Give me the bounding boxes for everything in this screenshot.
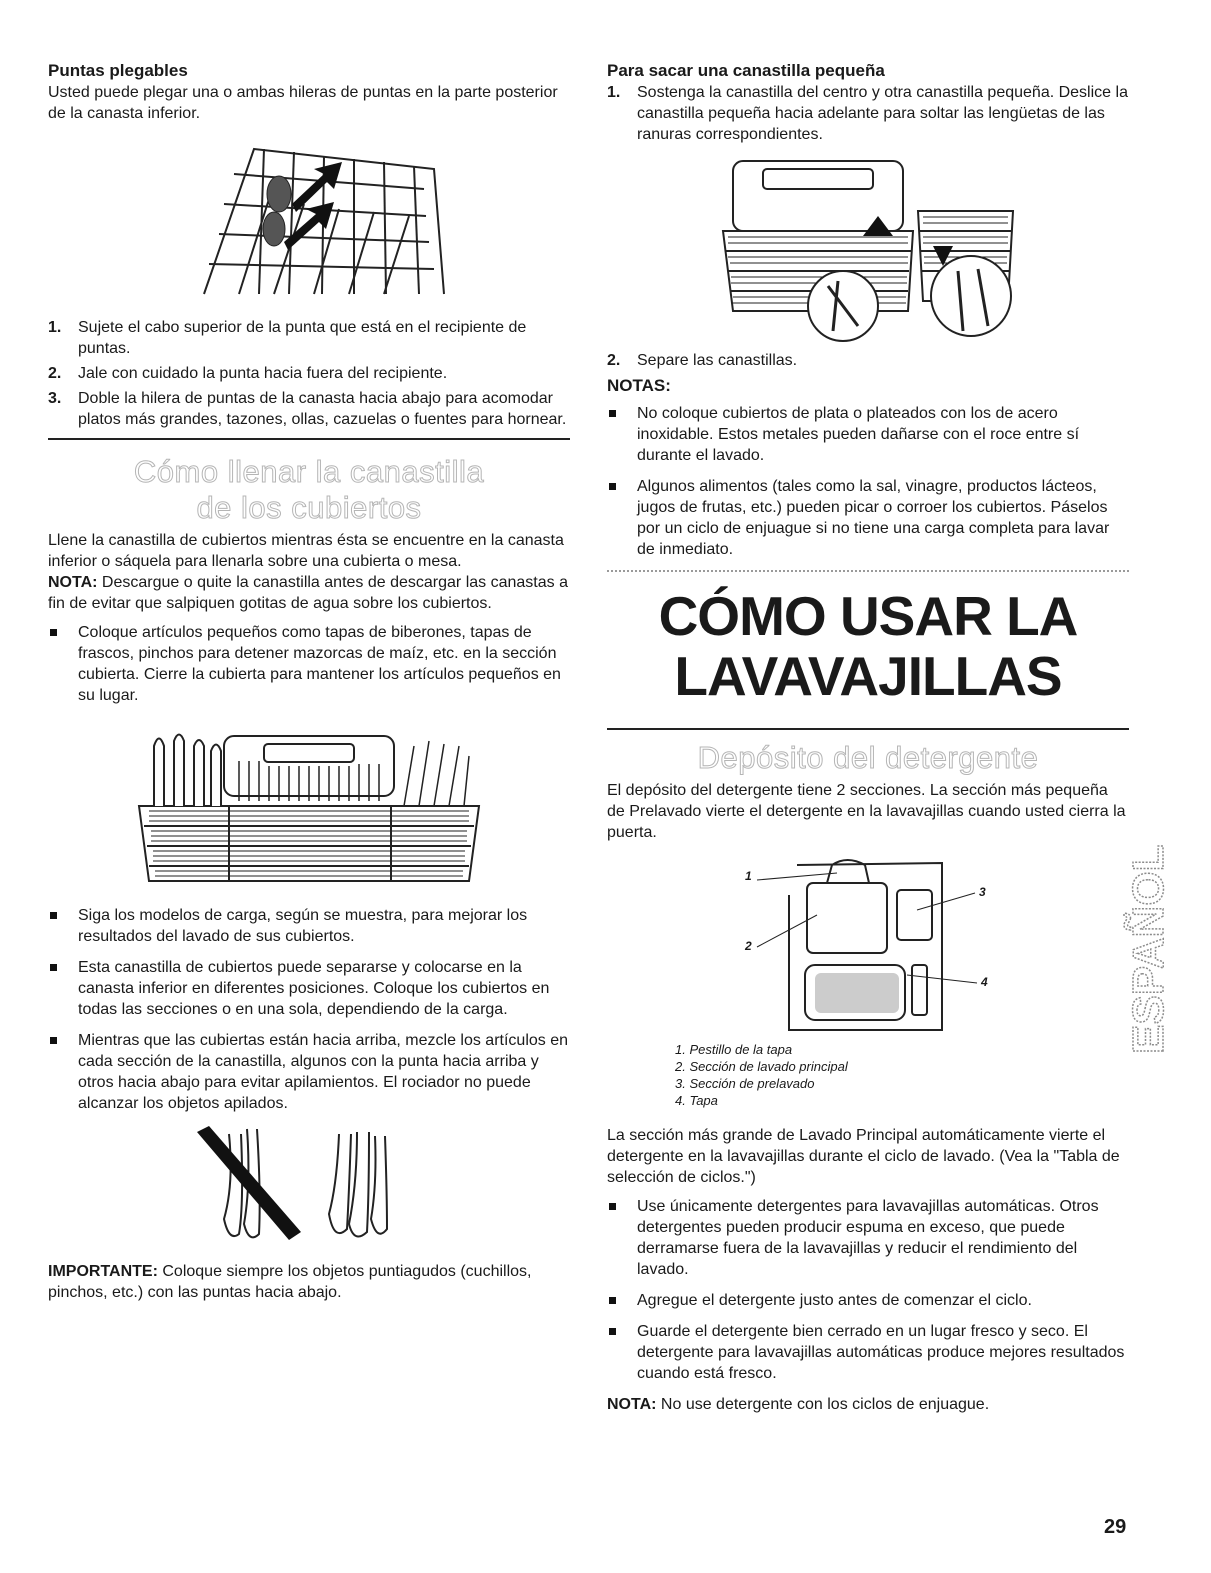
dotted-divider xyxy=(607,570,1129,572)
canastilla-intro: Llene la canastilla de cubiertos mientras ésta se encuentre en la canasta inferior o sáquela para llenarla sobre una cubierta o mesa. xyxy=(48,532,564,570)
canastilla-heading-line2: de los cubiertos xyxy=(196,490,422,525)
principal-paragraph: La sección más grande de Lavado Principal automáticamente vierte el detergente en la lavavajillas durante el ciclo de lavado. (Vea la "Tabla de selección de ciclos.") xyxy=(607,1127,1120,1186)
sacar-step: 1. Sostenga la canastilla del centro y otra canastilla pequeña. Deslice la canastilla pequeña hacia adelante para soltar las lengüetas de las ranuras correspondientes. xyxy=(607,84,1128,143)
bullet-item: No coloque cubiertos de plata o plateados con los de acero inoxidable. Estos metales pueden dañarse con el roce entre sí durante el lavado. xyxy=(607,403,1129,466)
puntas-title: Puntas plegables xyxy=(48,61,188,80)
sacar-step: 2. Separe las canastillas. xyxy=(607,352,798,369)
nota-paragraph xyxy=(607,1394,1129,1415)
nota-label: NOTA: xyxy=(48,574,98,591)
callout-2: 2 xyxy=(745,939,752,953)
canastilla-heading-line1: Cómo llenar la canastilla xyxy=(133,454,485,489)
caption-item: 4. Tapa xyxy=(675,1093,718,1108)
puntas-step: 2. Jale con cuidado la punta hacia fuera del recipiente. xyxy=(48,365,448,382)
points-down-illustration xyxy=(189,1124,429,1249)
callout-3: 3 xyxy=(979,885,986,899)
side-tab-label: ESPAÑOL xyxy=(1124,844,1173,1054)
puntas-step: 1. Sujete el cabo superior de la punta que está en el recipiente de puntas. xyxy=(48,319,527,357)
rack-tines-illustration xyxy=(164,134,454,309)
bullet-item: Algunos alimentos (tales como la sal, vinagre, productos lácteos, jugos de frutas, etc.) pueden picar o corroer los cubiertos. Páselos por un ciclo de enjuague si no tiene una carga completa para lavar de inmediato. xyxy=(607,476,1129,560)
bullet-item: Esta canastilla de cubiertos puede separarse y colocarse en la canasta inferior en diferentes posiciones. Coloque los cubiertos en todas las secciones o en una sola, dependiendo de la carga. xyxy=(48,957,570,1020)
nota-text: Descargue o quite la canastilla antes de descargar las canastas a fin de evitar que salpiquen gotitas de agua sobre los cubiertos. xyxy=(48,574,568,612)
deposito-heading: Depósito del detergente xyxy=(697,740,1039,775)
bullet-item: Siga los modelos de carga, según se muestra, para mejorar los resultados del lavado de sus cubiertos. xyxy=(48,905,570,947)
bullet-item: Coloque artículos pequeños como tapas de biberones, tapas de frascos, pinchos para detener mazorcas de maíz, etc. en la sección cubierta. Cierre la cubierta para mantener los artículos pequeños en su lugar. xyxy=(48,622,570,706)
importante-label: IMPORTANTE: xyxy=(48,1263,158,1280)
importante-text: Coloque siempre los objetos puntiagudos (cuchillos, pinchos, etc.) con las puntas hacia abajo. xyxy=(48,1263,532,1301)
puntas-step: 3. Doble la hilera de puntas de la canasta hacia abajo para acomodar platos más grandes, tazones, ollas, cazuelas o fuentes para hornear. xyxy=(48,390,567,428)
section-divider xyxy=(607,728,1129,730)
caption-list xyxy=(607,1041,1129,1109)
silverware-basket-illustration xyxy=(129,716,489,891)
right-column xyxy=(607,60,1129,1415)
notas-label: NOTAS: xyxy=(607,376,671,395)
nota-label: NOTA: xyxy=(607,1396,657,1413)
language-side-tab xyxy=(1123,818,1175,1058)
separate-basket-illustration xyxy=(713,151,1023,346)
caption-item: 2. Sección de lavado principal xyxy=(675,1059,848,1074)
puntas-intro: Usted puede plegar una o ambas hileras de puntas en la parte posterior de la canasta inferior. xyxy=(48,84,558,122)
caption-item: 3. Sección de prelavado xyxy=(675,1076,815,1091)
deposito-intro: El depósito del detergente tiene 2 secciones. La sección más pequeña de Prelavado vierte el detergente en la lavavajillas cuando usted cierra la puerta. xyxy=(607,782,1126,841)
nota-text: No use detergente con los ciclos de enjuague. xyxy=(656,1396,990,1413)
caption-item: 1. Pestillo de la tapa xyxy=(675,1042,793,1057)
callout-4: 4 xyxy=(981,975,988,989)
nota-paragraph xyxy=(48,572,570,614)
sacar-title: Para sacar una canastilla pequeña xyxy=(607,61,885,80)
dispenser-illustration xyxy=(607,855,1129,1035)
bullet-item: Use únicamente detergentes para lavavajillas automáticas. Otros detergentes pueden producir espuma en exceso, que puede derramarse fuera de la lavavajillas y reducir el rendimiento del lavado. xyxy=(607,1196,1129,1280)
main-title-line1: CÓMO USAR LA xyxy=(658,585,1078,647)
left-column xyxy=(48,60,570,1303)
bullet-item: Guarde el detergente bien cerrado en un lugar fresco y seco. El detergente para lavavajillas automáticas produce mejores resultados cuando está fresco. xyxy=(607,1321,1129,1384)
main-title-line2: LAVAVAJILLAS xyxy=(674,645,1062,707)
bullet-item: Agregue el detergente justo antes de comenzar el ciclo. xyxy=(607,1290,1129,1311)
page-number: 29 xyxy=(1104,1516,1127,1538)
importante-paragraph xyxy=(48,1261,570,1303)
dispenser-figure xyxy=(607,855,1129,1035)
section-divider xyxy=(48,438,570,440)
callout-1: 1 xyxy=(745,869,752,883)
bullet-item: Mientras que las cubiertas están hacia arriba, mezcle los artículos en cada sección de la canastilla, algunos con la punta hacia arriba y otros hacia abajo para evitar apilamientos. El rociador no puede alcanzar los objetos apilados. xyxy=(48,1030,570,1114)
